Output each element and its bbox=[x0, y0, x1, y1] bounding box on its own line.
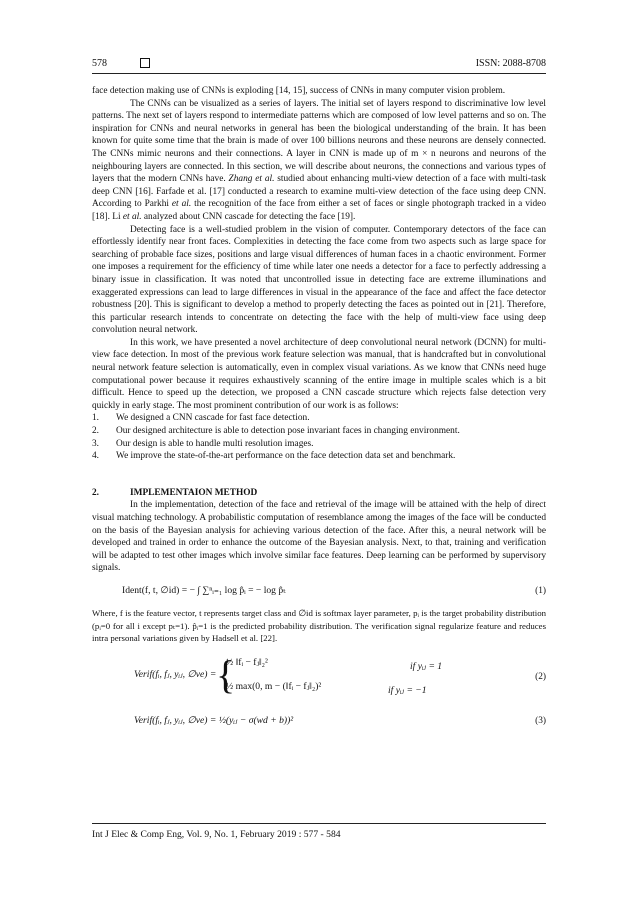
list-item bbox=[92, 438, 546, 451]
list-item bbox=[92, 412, 546, 425]
list-item-number: 4. bbox=[92, 451, 100, 462]
equation-2-condition-2: if yᵢⱼ = −1 bbox=[388, 684, 427, 696]
section-number: 2. bbox=[92, 487, 100, 498]
page-number: 578 bbox=[92, 57, 107, 69]
footer-rule bbox=[92, 823, 546, 824]
paragraph-3: Detecting face is a well-studied problem in the vision of computer. Contemporary detectors of the face can effortlessly identify near front faces. Complexities in detecting the face come from two aspects such as large space for searching of probable face sizes, positions and large visual differences of human faces in a chaotic environment. Former one imposes a requirement for the efficiency of time while later one needs a detector for a face to perfectly addressing a binary issue in classification. It was noted that uncontrolled issue in detecting face are extreme illuminations and exaggerated expressions can lead to large differences in visual in the appearance of the face and affect the face detector robustness [20]. This is significant to develop a method to properly detecting the faces as pointed out in [21]. Therefore, this particular research intends to concentrate on detecting the face with the help of multi-view face using deep convolution neural network. bbox=[92, 224, 546, 336]
contribution-list bbox=[92, 412, 546, 462]
equation-3-number: (3) bbox=[535, 715, 546, 726]
list-item-text: Our design is able to handle multi resolution images. bbox=[116, 438, 314, 449]
equation-2-lhs: Verif(fᵢ, fⱼ, yᵢⱼ, ∅ve) = bbox=[134, 668, 217, 680]
list-item-number: 1. bbox=[92, 413, 100, 424]
equation-2-case-1: ½ ‖fᵢ − fⱼ‖₂² bbox=[226, 656, 268, 668]
section-heading bbox=[92, 487, 546, 500]
equation-2 bbox=[92, 651, 546, 705]
equation-1 bbox=[92, 581, 546, 603]
list-item-text: Our designed architecture is able to detection pose invariant faces in changing environment. bbox=[116, 426, 460, 437]
equation-3 bbox=[92, 711, 546, 737]
left-brace: { bbox=[216, 651, 236, 697]
section-2-paragraph: In the implementation, detection of the face and retrieval of the image will be attained with the help of direct visual matching technology. A probabilistic computation of resemblance among the images of the face will be conducted on the basis of the Bayesian analysis for achieving various detection of the face. After this, a neural network will be developed and trained in order to enhance the outcome of the Bayesian analysis. Next, to that, training and verification will be adapted to test other images which involve similar face features. Deep learning can be performed by supervisory signals. bbox=[92, 500, 546, 574]
issn-label: ISSN: 2088-8708 bbox=[475, 57, 546, 69]
square-bullet-icon bbox=[140, 58, 150, 68]
list-item-text: We designed a CNN cascade for fast face detection. bbox=[116, 413, 310, 424]
paragraph-2 bbox=[92, 98, 546, 224]
parkhi-et-al: et al. bbox=[171, 199, 192, 210]
paragraph-2-part-b: studied about enhancing multi-view detection of a face with multi-task deep CNN [16]. Farfade et al. [17] conducted a research to examine multi-view detection of the face using deep CNN. According to Parkhi bbox=[92, 174, 546, 210]
paragraph-2-part-a: The CNNs can be visualized as a series of layers. The initial set of layers respond to discriminative low level patterns. The next set of layers respond to intermediate patterns which are composed of low level patterns and so on. The inspiration for CNNs and neural networks in general has been the biological understanding of the brain. It has been known for quite some time that the brain is made of over 100 billions neurons and these neurons are densely connected. The CNNs mimic neurons and their connections. A layer in CNN is made up of m × n neurons and neurons of the neighbouring layers are connected. In this section, we will describe about neurons, the connections and various types of layers that the modern CNNs have. bbox=[92, 98, 546, 185]
equation-2-condition-1: if yᵢⱼ = 1 bbox=[410, 660, 443, 672]
li-et-al: et al. bbox=[122, 211, 142, 222]
paragraph-4: In this work, we have presented a novel architecture of deep convolutional neural network (DCNN) for multi-view face detection. In most of the previous work feature selection was manual, that is handcrafted but in convolutional neural network feature selection is automatically, even in complex visual variations. As we know that CNNs need huge computational power because it requires exhaustively scanning of the entire image in multiple scales which is a bit difficult. Hence to speed up the detection, we proposed a CNN cascade structure which rejects false detection very quickly in early stage. The most prominent contribution of our work is as follows: bbox=[92, 337, 546, 411]
journal-citation: Int J Elec & Comp Eng, Vol. 9, No. 1, February 2019 : 577 - 584 bbox=[92, 829, 341, 840]
equation-2-case-2: ½ max(0, m − (‖fᵢ − fⱼ‖₂)² bbox=[226, 680, 322, 692]
list-item bbox=[92, 425, 546, 438]
paragraph-2-part-d: analyzed about CNN cascade for detecting the face [19]. bbox=[141, 211, 356, 222]
main-text bbox=[92, 85, 546, 741]
header-rule bbox=[92, 73, 546, 74]
list-item bbox=[92, 450, 546, 463]
list-item-number: 3. bbox=[92, 438, 100, 449]
running-header bbox=[92, 55, 546, 71]
equation-1-number: (1) bbox=[535, 585, 546, 596]
paragraph-2-part-c: the recognition of the face from either a set of faces or single photograph tracked in a video [18]. Li bbox=[92, 199, 547, 222]
zhang-et-al: Zhang et al. bbox=[228, 174, 275, 185]
equation-1-formula: Ident(f, t, ∅id) = − ∫ ∑ⁿᵢ₌₁ log p̂ᵢ = − log p̂ₜ bbox=[122, 584, 286, 596]
list-item-number: 2. bbox=[92, 426, 100, 437]
section-title: IMPLEMENTAION METHOD bbox=[130, 487, 258, 498]
list-item-text: We improve the state-of-the-art performance on the face detection data set and benchmark. bbox=[116, 451, 456, 462]
paragraph-1: face detection making use of CNNs is exploding [14, 15], success of CNNs in many computer vision problem. bbox=[92, 86, 506, 96]
equation-2-number: (2) bbox=[535, 671, 546, 682]
where-paragraph: Where, f is the feature vector, t represents target class and ∅id is softmax layer parameter, pᵢ is the target probability distribution (pᵢ=0 for all i except pₜ=1). p̂ᵢ=1 is the predicted probability distribution. The verification signal regularize feature and reduces intra personal variations given by Hadsell et al. [22]. bbox=[92, 607, 546, 644]
equation-3-formula: Verif(fᵢ, fⱼ, yᵢⱼ, ∅ve) = ½(yᵢⱼ − σ(wd + b))² bbox=[134, 714, 294, 726]
